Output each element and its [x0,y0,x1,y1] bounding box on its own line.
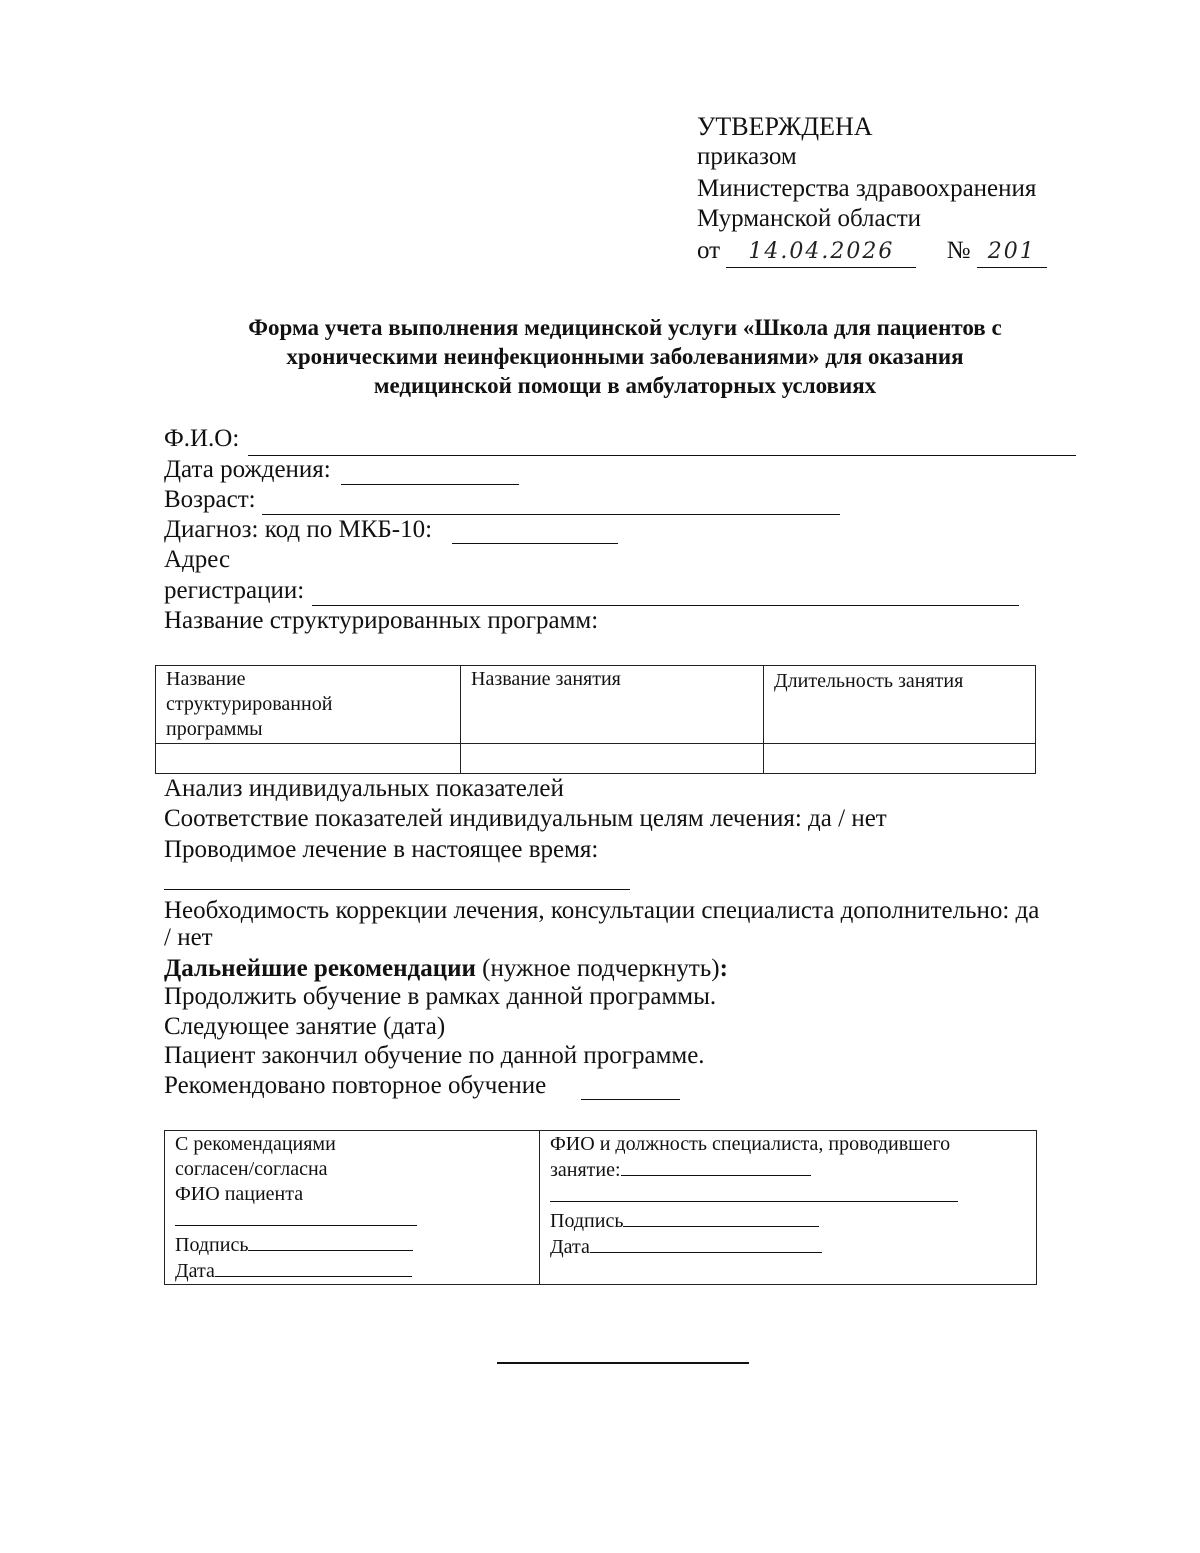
program-table-header-lesson [461,666,764,744]
analysis-heading: Анализ индивидуальных показателей [164,775,564,802]
recommendations-heading-colon: : [719,955,728,982]
signature-specialist-fio-label-1: ФИО и должность специалиста, проводившего [550,1133,951,1155]
approval-from-label: от [697,237,721,264]
field-age [164,485,256,515]
recommendation-continue: Продолжить обучение в рамках данной программы. [164,983,717,1010]
recommendation-repeat: Рекомендовано повторное обучение [164,1072,547,1099]
field-age-label: Возраст: [164,486,256,513]
program-table-header-row [156,666,1036,744]
field-diagnosis [164,515,432,545]
approval-date-number-line [697,236,1047,268]
signature-specialist-fio-row [550,1157,1036,1183]
analysis-current-treatment: Проводимое лечение в настоящее время: [164,836,599,863]
program-table-cell-lesson[interactable] [461,744,764,774]
program-header-line-3: программы [166,718,263,740]
recommendation-repeat-line[interactable] [581,1099,680,1100]
signature-patient-date-label: Дата [175,1260,215,1282]
signature-patient-fio-line[interactable] [175,1207,417,1226]
approval-date-field [726,236,916,268]
signature-table [164,1130,1037,1285]
signature-specialist-date-row [550,1234,1036,1260]
signature-specialist-sign-line[interactable] [623,1208,819,1227]
program-table [155,665,1036,774]
signature-table-row [165,1131,1037,1285]
signature-specialist-date-label: Дата [550,1236,590,1258]
program-header-lesson-label: Название занятия [471,668,621,690]
analysis-correction: Необходимость коррекции лечения, консультации специалиста дополнительно: да [164,897,1040,924]
analysis-correction-cont: / нет [164,924,213,951]
program-table-row [156,744,1036,774]
program-table-cell-duration[interactable] [764,744,1036,774]
signature-specialist-fio-label-2: занятие: [550,1159,621,1181]
field-fio [164,424,239,454]
signature-specialist-fio-line-2[interactable] [550,1183,958,1202]
program-header-duration-label: Длительность занятия [774,670,964,692]
approval-number-label: № [946,237,971,264]
analysis-current-treatment-line[interactable] [164,889,630,890]
signature-patient-cell [165,1131,540,1285]
signature-patient-agree-1: С рекомендациями [175,1133,336,1155]
field-fio-line[interactable] [248,455,1076,456]
field-diagnosis-label: Диагноз: код по МКБ-10: [164,516,433,543]
signature-specialist-date-line[interactable] [590,1234,822,1253]
program-header-line-1: Название [166,668,246,690]
form-title-line-1: Форма учета выполнения медицинской услуги «Школа для пациентов с [248,315,1002,340]
approval-number-handwritten: 201 [987,239,1036,264]
recommendations-heading [164,954,728,984]
approval-number-field [977,236,1047,268]
field-address-1: Адрес [164,546,231,573]
field-programs: Название структурированных программ: [164,607,599,634]
field-birth-date-label: Дата рождения: [164,456,331,483]
signature-patient-fio-label: ФИО пациента [175,1183,304,1205]
field-birth-date-line[interactable] [341,484,519,485]
recommendations-heading-rest: (нужное подчеркнуть) [475,955,720,982]
program-header-line-2: структурированной [166,693,333,715]
form-title [150,313,1100,400]
signature-specialist-cell [540,1131,1037,1285]
signature-specialist-sign-label: Подпись [550,1210,624,1232]
approval-date-handwritten: 14.04.2026 [748,239,895,264]
field-fio-label: Ф.И.О: [164,425,240,452]
form-title-line-3: медицинской помощи в амбулаторных условиях [373,373,877,398]
signature-specialist-sign-row [550,1208,1036,1234]
recommendation-next-lesson: Следующее занятие (дата) [164,1013,446,1040]
signature-patient-sign-row [175,1232,539,1258]
signature-patient-agree-2: согласен/согласна [175,1158,328,1180]
form-title-line-2: хроническими неинфекционными заболеваниями» для оказания [286,344,964,369]
program-table-header-program [156,666,461,744]
approval-region: Мурманской области [697,205,922,232]
analysis-goals-match: Соответствие показателей индивидуальным целям лечения: да / нет [164,805,887,832]
signature-patient-sign-label: Подпись [175,1234,249,1256]
field-address-2: регистрации: [164,577,305,604]
program-table-cell-program[interactable] [156,744,461,774]
program-table-header-duration [764,666,1036,744]
approval-status: УТВЕРЖДЕНА [697,112,873,141]
approval-ministry: Министерства здравоохранения [697,175,1037,202]
recommendations-heading-bold: Дальнейшие рекомендации [164,955,476,982]
signature-specialist-fio-line-1[interactable] [621,1157,811,1176]
approval-order-label: приказом [697,143,797,170]
signature-patient-date-line[interactable] [215,1258,412,1277]
signature-patient-sign-line[interactable] [248,1232,413,1251]
field-birth-date [164,455,331,485]
recommendation-completed: Пациент закончил обучение по данной программе. [164,1042,705,1069]
document-end-line [497,1362,749,1364]
field-diagnosis-line[interactable] [452,543,618,544]
signature-patient-date-row [175,1258,539,1284]
